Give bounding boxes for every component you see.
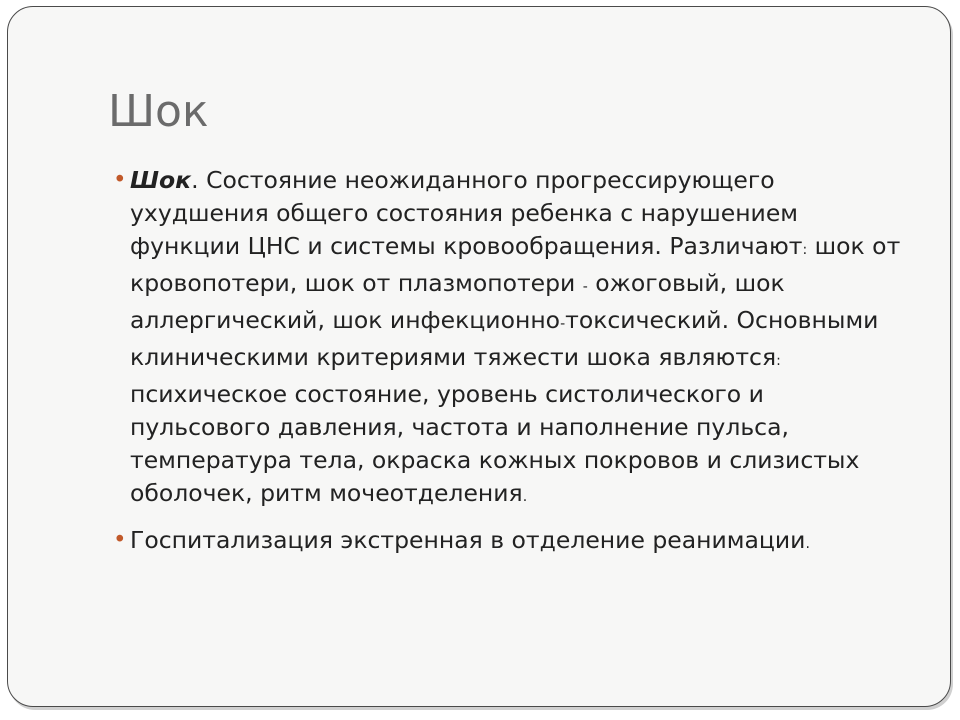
bullet-item-hospitalization (113, 524, 910, 561)
bullet-text: токсический. Основными клиническими критериями тяжести шока являются (130, 306, 879, 371)
bullet-dot-icon: • (113, 167, 127, 193)
term-punct: . (191, 166, 199, 194)
term-shock: Шок (130, 166, 192, 194)
bullet-text: ожоговый, шок аллергический, шок инфекционно (130, 269, 785, 334)
slide-title: Шок (108, 86, 209, 137)
bullet-punct: : (776, 353, 781, 369)
bullet-list (113, 164, 910, 571)
bullet-text: Состояние неожиданного прогрессирующего ухудшения общего состояния ребенка с нарушением функции ЦНС и системы кровообращения. Различают (130, 166, 803, 260)
slide (7, 6, 951, 707)
bullet-text: психическое состояние, уровень систолического и пульсового давления, частота и наполнение пульса, температура тела, окраска кожных покровов и слизистых оболочек, ритм мочеотделения (130, 380, 860, 507)
bullet-punct: : (802, 242, 808, 258)
bullet-punct: . (805, 536, 810, 552)
bullet-text: Госпитализация экстренная в отделение реанимации (130, 526, 806, 554)
bullet-text: шок от кровопотери, шок от плазмопотери (130, 232, 901, 297)
bullet-punct: - (560, 316, 566, 332)
bullet-punct: . (522, 489, 528, 505)
bullet-item-shock-definition (113, 164, 910, 514)
bullet-punct: - (582, 279, 588, 295)
bullet-dot-icon: • (113, 527, 127, 553)
